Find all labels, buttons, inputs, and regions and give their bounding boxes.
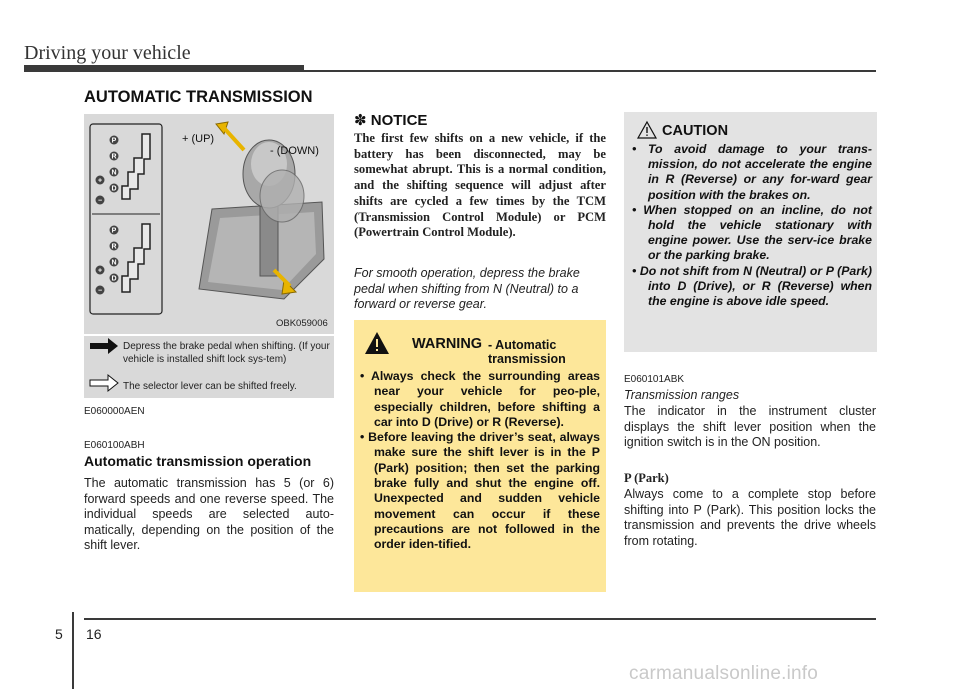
- subsection-heading: Automatic transmission operation: [84, 453, 312, 469]
- up-arrow-shaft: [224, 128, 244, 150]
- header-rule-thin: [304, 70, 876, 72]
- doc-code: E060000AEN: [84, 406, 145, 417]
- outline-arrow-icon: [90, 375, 118, 391]
- warning-title: WARNING: [412, 336, 483, 352]
- legend-brake-text: Depress the brake pedal when shifting. (If your vehicle is installed shift lock sys-tem): [123, 341, 330, 365]
- section-title: AUTOMATIC TRANSMISSION: [84, 88, 313, 106]
- footer-rule: [84, 618, 876, 620]
- gate-letter: N: [111, 259, 117, 267]
- notice-italic: For smooth operation, depress the brake pedal when shifting from N (Neutral) to a forward or reverse gear.: [354, 266, 580, 311]
- caution-list: [632, 142, 872, 309]
- gate-letter: N: [111, 169, 117, 177]
- shift-lever-illustration: [84, 114, 334, 334]
- caution-title: CAUTION: [662, 123, 729, 139]
- gate-letter: +: [97, 177, 103, 185]
- chapter-number: 5: [55, 626, 63, 642]
- legend-arrows: [86, 336, 122, 398]
- subsection-heading: Transmission ranges: [624, 388, 740, 402]
- body-paragraph: The indicator in the instrument cluster displays the shift lever position when the ignition switch is in the ON position.: [624, 404, 876, 449]
- shift-lever-drawing: [84, 114, 334, 334]
- warning-triangle-icon: [364, 330, 410, 356]
- warning-item: • Always check the surrounding areas near your vehicle for peo-ple, especially children, before shifting a car into D (Drive) or R (Reverse).: [360, 369, 600, 429]
- footer-divider: [72, 612, 74, 689]
- notice-body: The first few shifts on a new vehicle, if the battery has been disconnected, may be somewhat abrupt. This is a normal condition, and the shifting sequence will adjust after shifts are cycled a few times by the TCM (Transmission Control Module) or PCM (Powertrain Control Module).: [354, 131, 606, 240]
- gate-letter: P: [111, 137, 117, 145]
- caution-item: • Do not shift from N (Neutral) or P (Park) into D (Drive), or R (Reverse) when the engine is above idle speed.: [632, 263, 872, 309]
- caution-item: • When stopped on an incline, do not hold the vehicle stationary with engine power. Use the serv-ice brake or the parking brake.: [632, 202, 872, 263]
- gate-letter: −: [97, 287, 103, 295]
- notice-title: ✽ NOTICE: [354, 112, 428, 129]
- gate-letter: D: [111, 185, 117, 193]
- park-heading: P (Park): [624, 471, 669, 485]
- figure-code: OBK059006: [276, 318, 328, 329]
- lever-knob-ghost: [260, 170, 304, 222]
- body-paragraph: The automatic transmission has 5 (or 6) forward speeds and one reverse speed. The individual speeds are selected auto-matically, depending on the position of the shift lever.: [84, 476, 334, 552]
- warning-subtitle: - Automatic: [488, 338, 557, 352]
- watermark: carmanualsonline.info: [629, 663, 819, 684]
- page-number: 16: [86, 626, 102, 642]
- warning-list: [360, 369, 600, 553]
- doc-code: E060101ABK: [624, 374, 685, 385]
- warning-item: • Before leaving the driver’s seat, always make sure the shift lever is in the P (Park) position; then set the parking brake fully and shut the engine off. Unexpected and sudden vehicle movement can occur if these precautions are not followed in the order iden-tified.: [360, 430, 600, 552]
- gate-letter: R: [111, 153, 117, 161]
- legend-free-text: The selector lever can be shifted freely.: [123, 381, 297, 392]
- header-rule-thick: [24, 65, 304, 72]
- page-header-title: Driving your vehicle: [24, 42, 191, 64]
- gate-letter: R: [111, 243, 117, 251]
- warning-subtitle: transmission: [488, 352, 566, 366]
- doc-code: E060100ABH: [84, 440, 145, 451]
- gate-letter: +: [97, 267, 103, 275]
- gate-letter: P: [111, 227, 117, 235]
- gate-letter: −: [97, 197, 103, 205]
- body-paragraph: Always come to a complete stop before shifting into P (Park). This position locks the transmission and prevents the drive wheels from rotating.: [624, 487, 876, 548]
- caution-triangle-icon: [636, 120, 658, 140]
- gate-letter: D: [111, 275, 117, 283]
- caution-item: • To avoid damage to your trans-mission, do not accelerate the engine in R (Reverse) or any for-ward gear position with the brakes on.: [632, 142, 872, 202]
- label-down: - (DOWN): [270, 145, 319, 157]
- label-up: + (UP): [182, 133, 215, 145]
- solid-arrow-icon: [90, 338, 118, 354]
